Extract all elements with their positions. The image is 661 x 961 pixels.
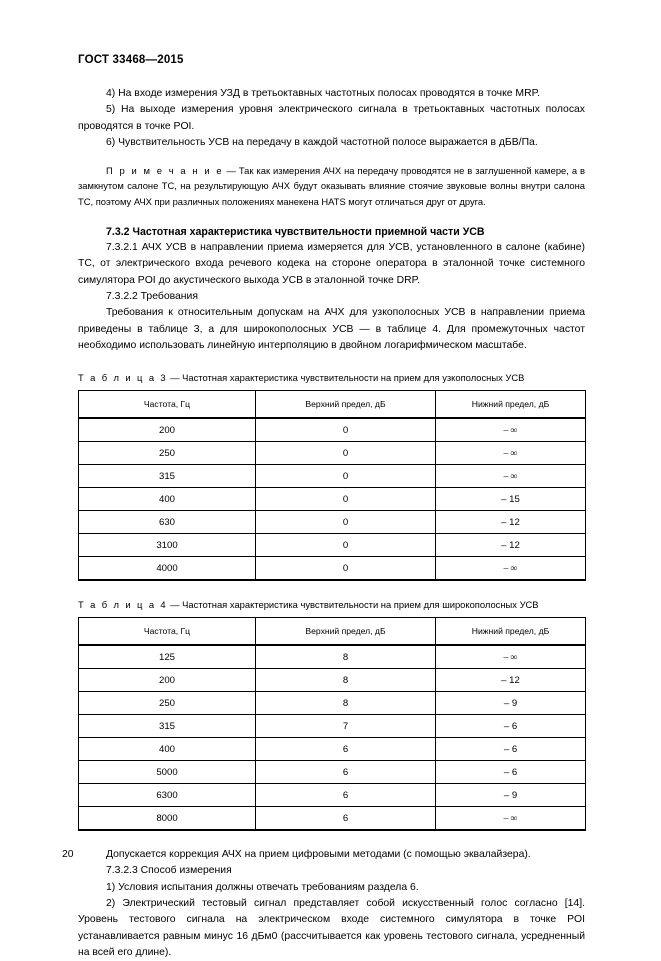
cell-upper-limit: 7 bbox=[256, 715, 436, 738]
table-4-caption-label: Т а б л и ц а 4 bbox=[78, 599, 168, 611]
cell-frequency: 3100 bbox=[79, 534, 256, 557]
cell-frequency: 400 bbox=[79, 738, 256, 761]
table-3-caption bbox=[78, 371, 585, 385]
cell-frequency: 200 bbox=[79, 669, 256, 692]
cell-frequency: 4000 bbox=[79, 557, 256, 581]
table-row bbox=[79, 692, 586, 715]
table-3-col-lower-limit: Нижний предел, дБ bbox=[436, 391, 586, 419]
table-4-header-row bbox=[79, 618, 586, 646]
table-3-header-row bbox=[79, 391, 586, 419]
note-text: — Так как измерения АЧХ на передачу проводятся не в заглушенной камере, а в замкнутом салоне ТС, на результирующую АЧХ будут оказывать влияние стоячие звуковые волны внутри салона ТС, поэтому АЧХ при различных положениях манекена HATS могут отличаться друг от друга. bbox=[78, 165, 586, 207]
paragraph-requirements: Требования к относительным допускам на АЧХ для узкополосных УСВ в направлении приема приведены в таблице 3, а для широкополосных УСВ — в таблице 4. Для промежуточных частот необходимо использовать линейную интерполяцию в двойном логарифмическом масштабе. bbox=[78, 307, 585, 351]
cell-frequency: 8000 bbox=[79, 807, 256, 831]
table-row bbox=[79, 761, 586, 784]
paragraph-item-5: 5) На выходе измерения уровня электрического сигнала в третьоктавных частотных полосах проводятся в точке POI. bbox=[78, 104, 585, 132]
cell-upper-limit: 8 bbox=[256, 645, 436, 669]
cell-lower-limit: – ∞ bbox=[436, 645, 586, 669]
table-3-col-frequency: Частота, Гц bbox=[79, 391, 256, 419]
cell-lower-limit: – 6 bbox=[436, 738, 586, 761]
cell-frequency: 6300 bbox=[79, 784, 256, 807]
table-row bbox=[79, 784, 586, 807]
cell-upper-limit: 0 bbox=[256, 442, 436, 465]
table-row bbox=[79, 807, 586, 831]
paragraph-item-6: 6) Чувствительность УСВ на передачу в каждой частотной полосе выражается в дБВ/Па. bbox=[106, 136, 538, 148]
cell-lower-limit: – 12 bbox=[436, 534, 586, 557]
paragraph-item-4: 4) На входе измерения УЗД в третьоктавных частотных полосах проводятся в точке MRP. bbox=[106, 88, 541, 99]
cell-frequency: 5000 bbox=[79, 761, 256, 784]
table-row bbox=[79, 645, 586, 669]
table-4-caption-text: — Частотная характеристика чувствительности на прием для широкополосных УСВ bbox=[167, 599, 539, 611]
page-number: 20 bbox=[62, 849, 74, 860]
cell-upper-limit: 0 bbox=[256, 418, 436, 442]
table-4-caption bbox=[78, 598, 585, 612]
table-row bbox=[79, 534, 586, 557]
table-4-col-lower-limit: Нижний предел, дБ bbox=[436, 618, 586, 646]
cell-lower-limit: – ∞ bbox=[436, 465, 586, 488]
cell-upper-limit: 6 bbox=[256, 807, 436, 831]
table-row bbox=[79, 557, 586, 581]
table-row bbox=[79, 669, 586, 692]
cell-upper-limit: 0 bbox=[256, 557, 436, 581]
paragraph-condition-1: 1) Условия испытания должны отвечать требованиям раздела 6. bbox=[106, 881, 419, 893]
cell-frequency: 315 bbox=[79, 465, 256, 488]
cell-upper-limit: 0 bbox=[256, 511, 436, 534]
cell-upper-limit: 8 bbox=[256, 692, 436, 715]
table-row bbox=[79, 488, 586, 511]
cell-frequency: 125 bbox=[79, 645, 256, 669]
paragraph-condition-2: 2) Электрический тестовый сигнал представляет собой искусственный голос согласно [14]. Уровень тестового сигнала на электрическом входе системного симулятора в точке POI устанавливается равным минус 16 дБм0 (рассчитывается как уровень тестового сигнала, усредненный на всей его длине). bbox=[78, 898, 585, 958]
cell-lower-limit: – 6 bbox=[436, 715, 586, 738]
cell-lower-limit: – ∞ bbox=[436, 557, 586, 581]
table-row bbox=[79, 715, 586, 738]
cell-lower-limit: – 6 bbox=[436, 761, 586, 784]
cell-upper-limit: 6 bbox=[256, 784, 436, 807]
cell-lower-limit: – 9 bbox=[436, 784, 586, 807]
paragraph-correction: Допускается коррекция АЧХ на прием цифровыми методами (с помощью эквалайзера). bbox=[106, 849, 531, 861]
table-3-caption-label: Т а б л и ц а 3 bbox=[78, 372, 168, 384]
paragraph-7-3-2-2: 7.3.2.2 Требования bbox=[106, 290, 198, 302]
cell-frequency: 630 bbox=[79, 511, 256, 534]
cell-frequency: 400 bbox=[79, 488, 256, 511]
table-3-col-upper-limit: Верхний предел, дБ bbox=[256, 391, 436, 419]
cell-lower-limit: – ∞ bbox=[436, 442, 586, 465]
document-body bbox=[78, 86, 585, 961]
table-row bbox=[79, 442, 586, 465]
table-4-col-upper-limit: Верхний предел, дБ bbox=[256, 618, 436, 646]
cell-upper-limit: 6 bbox=[256, 738, 436, 761]
table-row bbox=[79, 511, 586, 534]
note-paragraph bbox=[78, 163, 585, 209]
cell-lower-limit: – 15 bbox=[436, 488, 586, 511]
table-row bbox=[79, 465, 586, 488]
section-heading-7-3-2: 7.3.2 Частотная характеристика чувствительности приемной части УСВ bbox=[106, 226, 485, 239]
cell-frequency: 250 bbox=[79, 442, 256, 465]
cell-upper-limit: 6 bbox=[256, 761, 436, 784]
standard-header: ГОСТ 33468—2015 bbox=[78, 54, 184, 66]
cell-upper-limit: 0 bbox=[256, 465, 436, 488]
cell-frequency: 200 bbox=[79, 418, 256, 442]
cell-upper-limit: 0 bbox=[256, 488, 436, 511]
table-row bbox=[79, 418, 586, 442]
table-4 bbox=[78, 617, 586, 831]
table-row bbox=[79, 738, 586, 761]
paragraph-7-3-2-1: 7.3.2.1 АЧХ УСВ в направлении приема измеряется для УСВ, установленного в салоне (кабине) ТС, от электрического входа речевого кодека на стороне оператора в эталонной точке системного симулятора POI до акустического выхода УСВ в эталонной точке DRP. bbox=[78, 242, 585, 286]
cell-lower-limit: – 12 bbox=[436, 511, 586, 534]
cell-lower-limit: – ∞ bbox=[436, 418, 586, 442]
cell-frequency: 315 bbox=[79, 715, 256, 738]
cell-upper-limit: 0 bbox=[256, 534, 436, 557]
table-3 bbox=[78, 390, 586, 581]
paragraph-7-3-2-3: 7.3.2.3 Способ измерения bbox=[106, 865, 232, 877]
cell-lower-limit: – ∞ bbox=[436, 807, 586, 831]
cell-frequency: 250 bbox=[79, 692, 256, 715]
cell-upper-limit: 8 bbox=[256, 669, 436, 692]
cell-lower-limit: – 9 bbox=[436, 692, 586, 715]
closing-paragraphs bbox=[78, 847, 585, 961]
note-label: П р и м е ч а н и е bbox=[106, 165, 224, 177]
cell-lower-limit: – 12 bbox=[436, 669, 586, 692]
table-3-caption-text: — Частотная характеристика чувствительности на прием для узкополосных УСВ bbox=[167, 372, 525, 384]
table-4-col-frequency: Частота, Гц bbox=[79, 618, 256, 646]
